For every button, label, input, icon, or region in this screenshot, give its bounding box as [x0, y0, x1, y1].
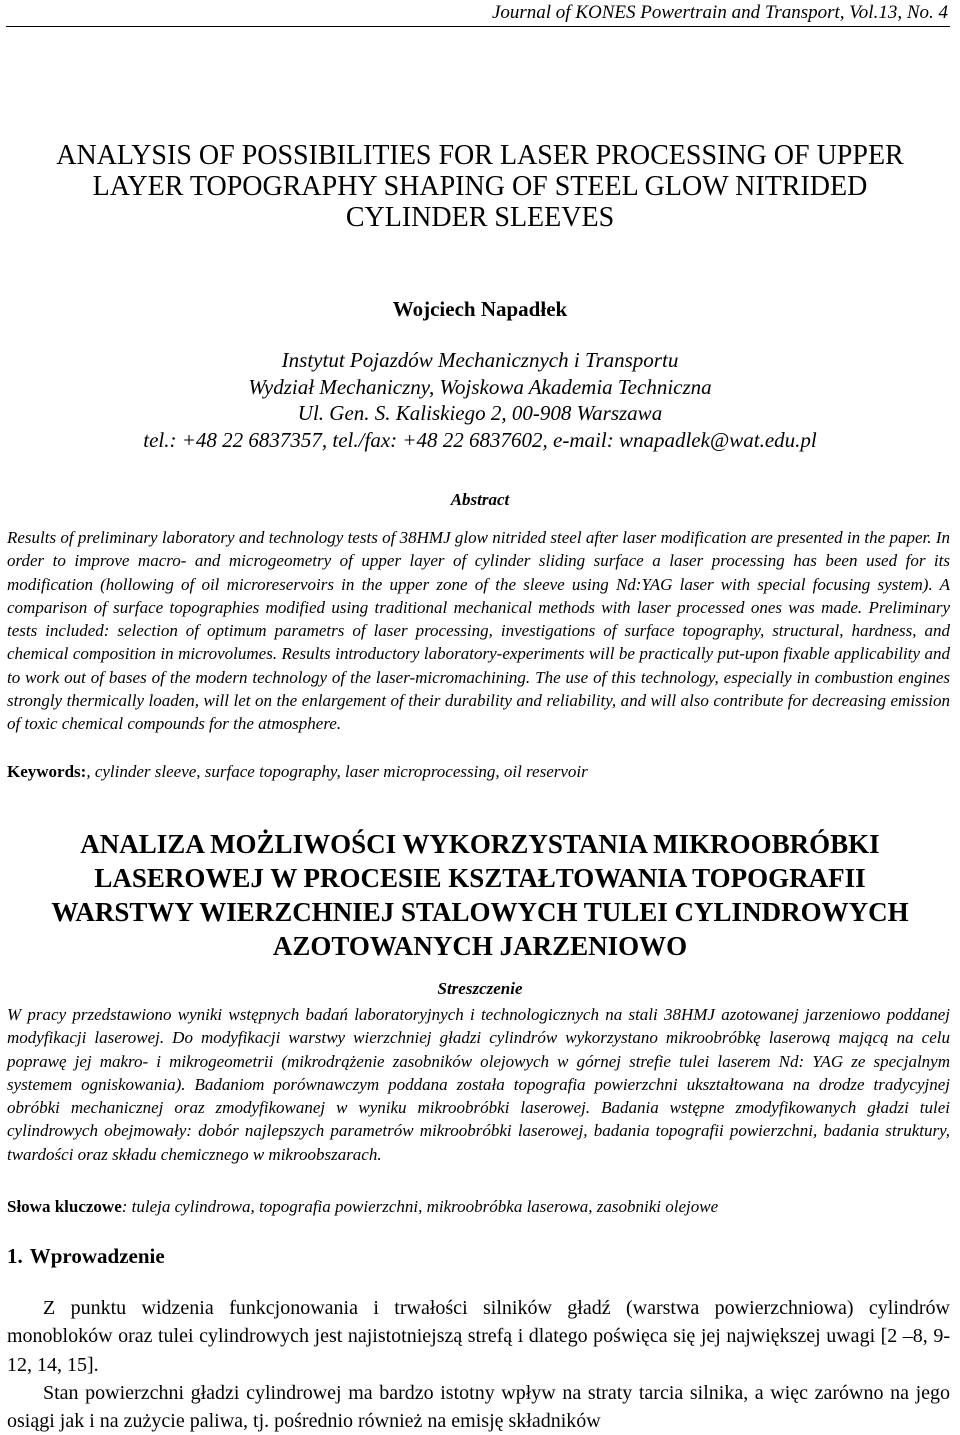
- slowa-label: Słowa kluczowe: [7, 1197, 122, 1216]
- abstract-body: Results of preliminary laboratory and technology tests of 38HMJ glow nitrided steel after laser modification are presented in the paper. In order to improve macro- and microgeometry of upper layer of cylinder sliding surface a laser processing has been used for its modification (hollowing of oil microreservoirs in the upper zone of the sleeve using Nd:YAG laser with special focusing system). A comparison of surface topographies modified using traditional mechanical methods with laser processed ones was made. Preliminary tests included: selection of optimum parametrs of laser processing, investigations of surface topography, structural, hardness, and chemical composition in microvolumes. Results introductory laboratory-experiments will be practically put-upon fixable applicability and to work out of bases of the modern technology of the laser-micromachining. The use of this technology, especially in combustion engines strongly thermically loaden, will let on the enlargement of their durability and reliability, and will also contribute for decreasing emission of toxic chemical compounds for the atmosphere.: [7, 528, 950, 734]
- slowa-text: : tuleja cylindrowa, topografia powierzchni, mikroobróbka laserowa, zasobniki olejowe: [121, 1197, 719, 1216]
- keywords: [7, 762, 950, 782]
- affiliation-contact: tel.: +48 22 6837357, tel./fax: +48 22 6837602, e-mail: wnapadlek@wat.edu.pl: [143, 427, 817, 452]
- journal-header: Journal of KONES Powertrain and Transport, Vol.13, No. 4: [491, 2, 948, 23]
- intro-paragraph: Z punktu widzenia funkcjonowania i trwałości silników gładź (warstwa powierzchniowa) cylindrów monobloków oraz tulei cylindrowych jest najistotniejszą strefą i dlatego poświęca się jej największej uwagi [2 –8, 9-12, 14, 15].: [7, 1297, 950, 1376]
- section-heading: [7, 1244, 172, 1269]
- title-pl-line: WARSTWY WIERZCHNIEJ STALOWYCH TULEI CYLINDROWYCH: [51, 897, 909, 927]
- affiliation-line: Instytut Pojazdów Mechanicznych i Transportu: [281, 348, 679, 372]
- author-affiliation: [0, 347, 960, 453]
- slowa-kluczowe: [7, 1197, 950, 1217]
- title-en-line: CYLINDER SLEEVES: [345, 202, 615, 233]
- header-rule: [6, 26, 950, 27]
- keywords-label: Keywords:: [7, 762, 87, 781]
- title-pl-line: ANALIZA MOŻLIWOŚCI WYKORZYSTANIA MIKROOBRÓBKI: [80, 829, 880, 859]
- intro-paragraph: Stan powierzchni gładzi cylindrowej ma bardzo istotny wpływ na straty tarcia silnika, a więc zarówno na jego osiągi jak i na zużycie paliwa, tj. pośrednio również na emisję składników: [7, 1381, 950, 1433]
- abstract-heading: Abstract: [450, 490, 510, 509]
- paper-title-en: [0, 140, 960, 233]
- author-name: Wojciech Napadłek: [392, 297, 568, 321]
- keywords-text: , cylinder sleeve, surface topography, laser microprocessing, oil reservoir: [86, 762, 588, 781]
- section-title: Wprowadzenie: [29, 1244, 165, 1268]
- streszczenie-body: W pracy przedstawiono wyniki wstępnych badań laboratoryjnych i technologicznych na stali 38HMJ azotowanej jarzeniowo poddanej modyfikacji laserowej. Do modyfikacji warstwy wierzchniej gładzi cylindrów wykorzystano mikroobróbkę laserową mającą na celu poprawę jej makro- i mikrogeometrii (mikrodrążenie zasobników olejowych w górnej strefie tulei laserem Nd: YAG ze specjalnym systemem ogniskowania). Badaniom porównawczym poddana została topografia powierzchni ukształtowana na drodze tradycyjnej obróbki mechanicznej oraz zmodyfikowanej w wyniku mikroobróbki laserowej. Badania wstępne zmodyfikowanych gładzi tulei cylindrowych obejmowały: dobór najlepszych parametrów mikroobróbki laserowej, badania topografii powierzchni, badania struktury, twardości oraz składu chemicznego w mikroobszarach.: [7, 1005, 950, 1164]
- title-pl-line: LASEROWEJ W PROCESIE KSZTAŁTOWANIA TOPOGRAFII: [94, 863, 866, 893]
- paper-title-pl: [0, 827, 960, 963]
- intro-text: [7, 1294, 950, 1435]
- affiliation-line: Wydział Mechaniczny, Wojskowa Akademia Techniczna: [248, 374, 712, 399]
- streszczenie-heading: Streszczenie: [437, 979, 523, 998]
- title-pl-line: AZOTOWANYCH JARZENIOWO: [272, 931, 688, 961]
- affiliation-line: Ul. Gen. S. Kaliskiego 2, 00-908 Warszawa: [297, 401, 663, 425]
- title-en-line: ANALYSIS OF POSSIBILITIES FOR LASER PROCESSING OF UPPER: [56, 140, 904, 171]
- section-number: 1.: [7, 1244, 23, 1268]
- title-en-line: LAYER TOPOGRAPHY SHAPING OF STEEL GLOW NITRIDED: [92, 171, 868, 202]
